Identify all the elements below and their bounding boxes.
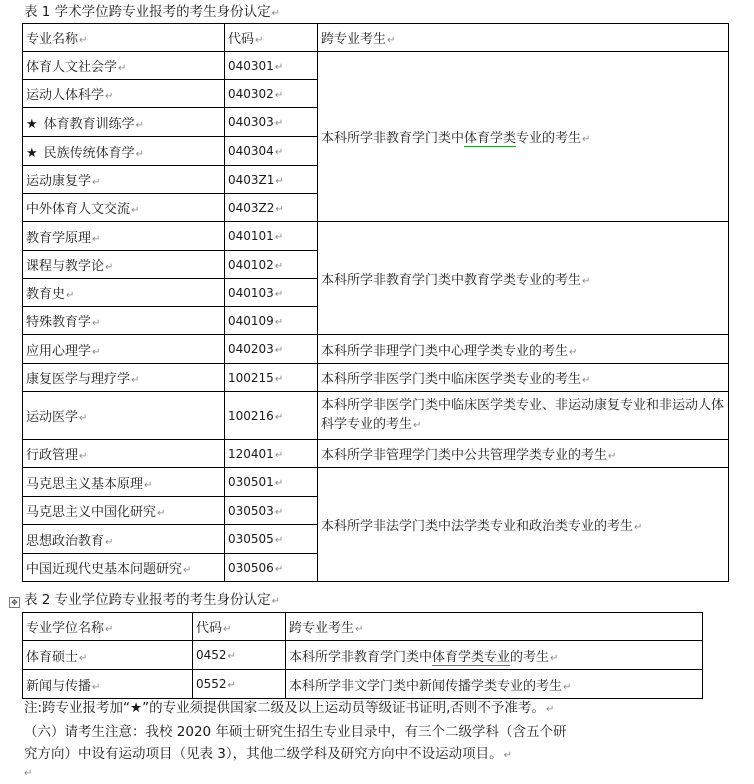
table-row [23, 222, 729, 251]
requirement-text: 本科所学非医学门类中临床医学类专业的考生 [321, 372, 582, 387]
major-name-cell [23, 279, 225, 307]
major-name: 运动人体科学 [26, 88, 105, 103]
paragraph-mark-icon: ↵ [79, 652, 88, 664]
paragraph-mark-icon: ↵ [227, 680, 236, 691]
paragraph-mark-icon: ↵ [274, 478, 284, 489]
table2-caption: 表 2 专业学位跨专业报考的考生身份认定↵ [24, 592, 281, 608]
paragraph-mark-icon: ↵ [92, 318, 101, 329]
major-name: 教育学原理 [26, 230, 92, 246]
major-code-cell [225, 166, 318, 194]
cross-major-requirement [286, 641, 703, 670]
cross-major-requirement [318, 222, 729, 335]
header-cross-major: 跨专业考生↵ [286, 613, 703, 641]
requirement-underlined: 体育学类专业 [432, 649, 511, 665]
paragraph-mark-icon: ↵ [135, 119, 145, 131]
degree-name-cell [23, 641, 193, 670]
paragraph-mark-icon: ↵ [118, 63, 127, 74]
major-name-cell [23, 251, 225, 279]
degree-name: 新闻与传播 [26, 678, 92, 694]
empty-paragraph-mark: ↵ [24, 768, 33, 779]
paragraph-mark-icon: ↵ [274, 316, 284, 328]
paragraph-mark-icon: ↵ [274, 288, 284, 300]
table-row [23, 52, 729, 80]
header-major-name: 专业名称↵ [23, 24, 225, 52]
major-name: 特殊教育学 [26, 315, 92, 330]
major-name-cell [23, 440, 225, 468]
paragraph-mark-icon: ↵ [144, 479, 153, 491]
paragraph-mark-icon: ↵ [634, 522, 643, 533]
paragraph-mark-icon: ↵ [413, 420, 422, 431]
major-code: 040109 [228, 313, 274, 328]
star-icon: ★ [26, 145, 38, 161]
paragraph-mark-icon: ↵ [92, 346, 101, 358]
major-name: 体育教育训练学 [43, 116, 135, 132]
major-name-cell [23, 525, 225, 554]
star-icon: ★ [26, 116, 38, 132]
major-code: 040101 [228, 229, 274, 243]
paragraph-mark-icon: ↵ [105, 91, 114, 102]
paragraph-mark-icon: ↵ [157, 508, 166, 519]
paragraph-mark-icon: ↵ [274, 147, 284, 158]
major-name: 思想政治教育 [26, 533, 105, 549]
cross-major-requirement [318, 468, 729, 582]
header-degree-name: 专业学位名称↵ [23, 613, 193, 641]
paragraph-mark-icon: ↵ [79, 413, 88, 424]
table-row [23, 392, 729, 440]
major-code: 040102 [228, 257, 274, 272]
major-code: 0403Z1 [228, 172, 275, 187]
major-code-cell [225, 468, 318, 497]
paragraph-mark-icon: ↵ [105, 536, 114, 548]
paragraph-mark-icon: ↵ [550, 652, 559, 664]
requirement-text: 本科所学非教育学门类中教育学类专业的考生 [321, 272, 582, 288]
degree-code-cell [193, 641, 286, 670]
header-code: 代码↵ [225, 24, 318, 52]
major-name: 中外体育人文交流 [26, 202, 131, 217]
major-name: 民族传统体育学 [43, 145, 135, 161]
paragraph-mark-icon: ↵ [274, 89, 284, 101]
paragraph-mark-icon: ↵ [275, 203, 284, 215]
major-code: 030505 [228, 532, 274, 546]
major-name-cell [23, 497, 225, 525]
requirement-text: 本科所学非文学门类中新闻传播学类专业的考生 [289, 678, 563, 694]
major-code-cell [225, 222, 318, 251]
table-row [23, 468, 729, 497]
major-code-cell [225, 525, 318, 554]
major-code: 040304 [228, 144, 274, 158]
paragraph-mark-icon: ↵ [274, 535, 284, 546]
table-row [23, 335, 729, 364]
degree-code: 0452 [196, 648, 227, 662]
requirement-text: 本科所学非医学门类中临床医学类专业、非运动康复专业和非运动人体科学专业的考生 [321, 398, 725, 432]
major-code: 030503 [228, 503, 274, 518]
major-name-cell [23, 194, 225, 222]
major-code: 100215 [228, 370, 274, 385]
major-name-cell [23, 52, 225, 80]
paragraph-mark-icon: ↵ [274, 449, 284, 461]
requirement-text: 本科所学非管理学门类中公共管理学类专业的考生 [321, 448, 608, 463]
table-row [23, 641, 703, 670]
major-code: 100216 [228, 408, 274, 423]
paragraph-mark-icon: ↵ [274, 118, 284, 129]
major-code-cell [225, 364, 318, 392]
paragraph-six-line2: 究方向）中设有运动项目（见表 3），其他二级学科及研究方向中不设运动项目。↵ [24, 746, 513, 762]
major-name: 运动医学 [26, 410, 79, 425]
major-name: 教育史 [26, 287, 66, 302]
major-code: 040203 [228, 342, 274, 356]
paragraph-mark-icon: ↵ [569, 346, 578, 358]
major-name-cell [23, 335, 225, 364]
header-code: 代码↵ [193, 613, 286, 641]
major-code-cell [225, 251, 318, 279]
major-name-cell [23, 166, 225, 194]
cross-major-requirement [318, 364, 729, 392]
major-name: 运动康复学 [26, 174, 92, 189]
requirement-text: 本科所学非法学门类中法学类专业和政治类专业的考生 [321, 519, 634, 534]
major-code-cell [225, 279, 318, 307]
paragraph-mark-icon: ↵ [582, 275, 591, 287]
table-row [23, 670, 703, 699]
degree-code-cell [193, 670, 286, 699]
move-anchor-icon[interactable]: ✥ [9, 597, 20, 608]
paragraph-mark-icon: ↵ [66, 290, 75, 301]
paragraph-mark-icon: ↵ [92, 681, 101, 693]
paragraph-mark-icon: ↵ [582, 375, 591, 386]
major-name-cell [23, 307, 225, 335]
paragraph-mark-icon: ↵ [274, 506, 284, 518]
major-name-cell [23, 80, 225, 108]
major-name-cell [23, 137, 225, 166]
major-code: 120401 [228, 446, 274, 461]
paragraph-mark-icon: ↵ [271, 8, 281, 19]
paragraph-mark-icon: ↵ [92, 233, 101, 245]
major-code: 040301 [228, 58, 274, 73]
major-code-cell [225, 52, 318, 80]
paragraph-mark-icon: ↵ [274, 563, 284, 575]
major-name-cell [23, 108, 225, 137]
table2-header-row [23, 613, 703, 641]
major-name: 体育人文社会学 [26, 60, 118, 75]
table1 [22, 23, 729, 582]
major-code: 040103 [228, 285, 274, 300]
paragraph-mark-icon: ↵ [608, 451, 617, 462]
paragraph-mark-icon: ↵ [131, 205, 140, 216]
major-code: 0403Z2 [228, 200, 275, 215]
major-name: 应用心理学 [26, 343, 92, 359]
paragraph-mark-icon: ↵ [135, 148, 145, 160]
paragraph-mark-icon: ↵ [275, 175, 284, 187]
table1-caption: 表 1 学术学位跨专业报考的考生身份认定↵ [24, 4, 281, 20]
major-name-cell [23, 392, 225, 440]
major-code-cell [225, 497, 318, 525]
degree-name: 体育硕士 [26, 649, 79, 665]
paragraph-mark-icon: ↵ [274, 411, 284, 423]
major-name-cell [23, 554, 225, 582]
major-code-cell [225, 307, 318, 335]
major-code-cell [225, 440, 318, 468]
major-code: 030506 [228, 560, 274, 575]
major-code: 040303 [228, 115, 274, 129]
major-name-cell [23, 364, 225, 392]
cross-major-requirement [318, 52, 729, 222]
requirement-text: 的考生 [510, 649, 550, 665]
paragraph-mark-icon: ↵ [227, 651, 236, 662]
requirement-text: 专业的考生 [516, 131, 582, 146]
paragraph-mark-icon: ↵ [274, 345, 284, 356]
major-name: 中国近现代史基本问题研究 [26, 562, 183, 577]
major-name-cell [23, 468, 225, 497]
paragraph-mark-icon: ↵ [563, 681, 572, 693]
major-name: 康复医学与理疗学 [26, 372, 131, 387]
requirement-text: 本科所学非理学门类中心理学类专业的考生 [321, 343, 569, 359]
major-name-cell [23, 222, 225, 251]
requirement-text: 本科所学非教育学门类中 [321, 131, 465, 146]
major-code-cell [225, 108, 318, 137]
requirement-underlined: 体育学类 [464, 131, 517, 146]
star-note: 注:跨专业报考加“★”的专业须提供国家二级及以上运动员等级证书证明,否则不予准考。↵ [24, 700, 555, 716]
paragraph-mark-icon: ↵ [183, 565, 192, 576]
paragraph-six-line1: （六）请考生注意：我校 2020 年硕士研究生招生专业目录中，有三个二级学科（含五个研 [24, 724, 567, 740]
paragraph-mark-icon: ↵ [582, 134, 591, 145]
header-cross-major: 跨专业考生↵ [318, 24, 729, 52]
paragraph-mark-icon: ↵ [105, 262, 114, 273]
paragraph-mark-icon: ↵ [274, 232, 284, 243]
paragraph-mark-icon: ↵ [274, 260, 284, 272]
paragraph-mark-icon: ↵ [274, 61, 284, 73]
degree-name-cell [23, 670, 193, 699]
major-code-cell [225, 554, 318, 582]
major-code-cell [225, 80, 318, 108]
major-name: 马克思主义基本原理 [26, 476, 144, 492]
paragraph-mark-icon: ↵ [79, 451, 88, 462]
major-code: 040302 [228, 86, 274, 101]
major-code: 030501 [228, 475, 274, 489]
major-code-cell [225, 137, 318, 166]
table1-header-row [23, 24, 729, 52]
major-code-cell [225, 392, 318, 440]
major-name: 马克思主义中国化研究 [26, 505, 157, 520]
cross-major-requirement [318, 440, 729, 468]
degree-code: 0552 [196, 677, 227, 691]
cross-major-requirement [286, 670, 703, 699]
table2 [22, 612, 703, 699]
cross-major-requirement [318, 392, 729, 440]
requirement-text: 本科所学非教育学门类中 [289, 649, 433, 665]
major-name: 课程与教学论 [26, 259, 105, 274]
major-code-cell [225, 335, 318, 364]
table-row [23, 440, 729, 468]
paragraph-mark-icon: ↵ [131, 375, 140, 386]
major-code-cell [225, 194, 318, 222]
paragraph-mark-icon: ↵ [274, 373, 284, 385]
major-name: 行政管理 [26, 448, 79, 463]
table-row [23, 364, 729, 392]
paragraph-mark-icon: ↵ [92, 177, 101, 188]
cross-major-requirement [318, 335, 729, 364]
